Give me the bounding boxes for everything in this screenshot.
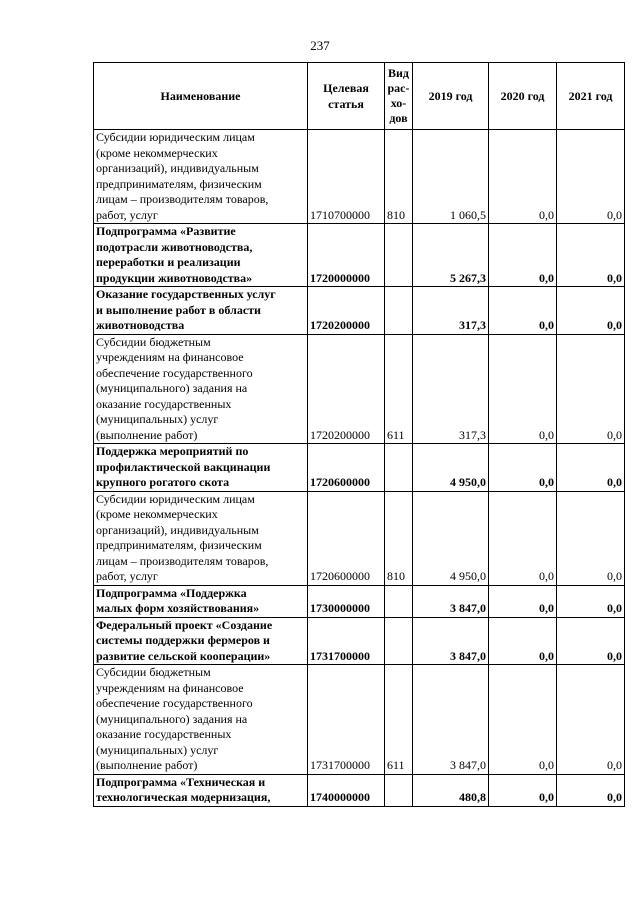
row-name-line: малых форм хозяйствования» <box>96 601 260 615</box>
value-2019-cell: 480,8 <box>413 774 489 806</box>
value-2020-cell: 0,0 <box>489 287 557 335</box>
row-name-line: Субсидии юридическим лицам <box>96 130 255 144</box>
value-2021-cell: 0,0 <box>557 334 625 444</box>
row-name-line: животноводства <box>96 318 185 332</box>
row-name-line: организаций), индивидуальным <box>96 522 259 537</box>
table-header-row <box>94 63 625 130</box>
target-article-cell: 1720200000 <box>308 334 385 444</box>
row-name-line: Подпрограмма «Развитие <box>96 224 236 238</box>
value-2021-cell: 0,0 <box>557 224 625 287</box>
value-2020-cell: 0,0 <box>489 224 557 287</box>
row-name-line: (муниципальных) услуг <box>96 412 219 426</box>
value-2019-cell: 5 267,3 <box>413 224 489 287</box>
row-name-line: обеспечение государственного <box>96 696 253 710</box>
expense-type-cell <box>385 224 413 287</box>
row-name-line: (выполнение работ) <box>96 427 198 442</box>
row-name-line: оказание государственных <box>96 727 232 741</box>
expense-type-cell <box>385 585 413 617</box>
row-name-line: (кроме некоммерческих <box>96 145 218 160</box>
col-header-target-article <box>308 63 385 130</box>
value-2021-cell: 0,0 <box>557 491 625 585</box>
row-name-line: предпринимателям, физическим <box>96 538 262 552</box>
expense-type-cell <box>385 774 413 806</box>
row-name-line: учреждениям на финансовое <box>96 680 244 695</box>
value-2019-cell: 317,3 <box>413 334 489 444</box>
row-name-line: (муниципального) задания на <box>96 381 248 395</box>
expense-type-cell: 611 <box>385 665 413 775</box>
table-row <box>94 287 625 335</box>
row-name-line: (выполнение работ) <box>96 758 198 772</box>
value-2019-cell: 317,3 <box>413 287 489 335</box>
row-name-cell <box>94 130 308 224</box>
target-article-cell: 1720600000 <box>308 444 385 492</box>
row-name-cell <box>94 224 308 287</box>
row-name-cell <box>94 617 308 665</box>
row-name-cell <box>94 665 308 775</box>
value-2021-cell: 0,0 <box>557 774 625 806</box>
row-name-line: лицам – производителям товаров, <box>96 192 269 206</box>
row-name-line: Субсидии бюджетным <box>96 665 211 679</box>
row-name-cell <box>94 585 308 617</box>
value-2021-cell: 0,0 <box>557 130 625 224</box>
page-number: 237 <box>310 38 330 53</box>
table-row <box>94 491 625 585</box>
value-2020-cell: 0,0 <box>489 491 557 585</box>
target-article-cell: 1731700000 <box>308 617 385 665</box>
col-header-name: Наименование <box>94 63 308 130</box>
row-name-line: обеспечение государственного <box>96 365 253 380</box>
col-header-target-line2: статья <box>328 97 364 111</box>
row-name-line: развитие сельской кооперации» <box>96 648 271 663</box>
row-name-line: крупного рогатого скота <box>96 475 230 489</box>
row-name-line: технологическая модернизация, <box>96 790 271 804</box>
budget-table <box>93 62 625 807</box>
table-row <box>94 334 625 444</box>
row-name-line: Оказание государственных услуг <box>96 287 276 301</box>
table-row <box>94 617 625 665</box>
expense-type-cell: 611 <box>385 334 413 444</box>
table-row <box>94 224 625 287</box>
value-2021-cell: 0,0 <box>557 585 625 617</box>
expense-type-cell <box>385 617 413 665</box>
row-name-line: (кроме некоммерческих <box>96 507 218 521</box>
row-name-cell <box>94 774 308 806</box>
row-name-line: (муниципального) задания на <box>96 711 248 726</box>
value-2021-cell: 0,0 <box>557 287 625 335</box>
row-name-line: организаций), индивидуальным <box>96 161 259 175</box>
row-name-cell <box>94 444 308 492</box>
table-row <box>94 444 625 492</box>
table-row <box>94 665 625 775</box>
row-name-line: подотрасли животноводства, <box>96 239 253 254</box>
col-header-exp-line2: рас- <box>387 81 410 95</box>
expense-type-cell <box>385 444 413 492</box>
target-article-cell: 1710700000 <box>308 130 385 224</box>
value-2019-cell: 3 847,0 <box>413 617 489 665</box>
target-article-cell: 1720600000 <box>308 491 385 585</box>
table-row <box>94 130 625 224</box>
row-name-line: Поддержка мероприятий по <box>96 444 249 458</box>
row-name-line: системы поддержки фермеров и <box>96 633 270 647</box>
value-2019-cell: 1 060,5 <box>413 130 489 224</box>
row-name-line: учреждениям на финансовое <box>96 350 244 364</box>
row-name-line: и выполнение работ в области <box>96 302 261 317</box>
row-name-line: (муниципальных) услуг <box>96 742 219 757</box>
col-header-target-line1: Целевая <box>323 81 369 95</box>
row-name-line: Федеральный проект «Создание <box>96 617 273 632</box>
row-name-cell <box>94 491 308 585</box>
value-2020-cell: 0,0 <box>489 334 557 444</box>
row-name-line: Подпрограмма «Поддержка <box>96 585 247 600</box>
target-article-cell: 1730000000 <box>308 585 385 617</box>
col-header-exp-line3: хо- <box>390 96 407 110</box>
table-row <box>94 585 625 617</box>
value-2020-cell: 0,0 <box>489 617 557 665</box>
value-2021-cell: 0,0 <box>557 444 625 492</box>
row-name-line: лицам – производителям товаров, <box>96 553 269 568</box>
target-article-cell: 1720200000 <box>308 287 385 335</box>
value-2019-cell: 3 847,0 <box>413 585 489 617</box>
table-body <box>94 130 625 807</box>
expense-type-cell <box>385 287 413 335</box>
expense-type-cell: 810 <box>385 130 413 224</box>
col-header-2019: 2019 год <box>413 63 489 130</box>
value-2020-cell: 0,0 <box>489 130 557 224</box>
col-header-2021: 2021 год <box>557 63 625 130</box>
value-2019-cell: 4 950,0 <box>413 491 489 585</box>
row-name-line: Субсидии бюджетным <box>96 334 211 349</box>
col-header-exp-line4: дов <box>389 111 408 125</box>
row-name-line: работ, услуг <box>96 569 158 583</box>
row-name-line: профилактической вакцинации <box>96 459 271 474</box>
value-2021-cell: 0,0 <box>557 665 625 775</box>
target-article-cell: 1720000000 <box>308 224 385 287</box>
col-header-expense-type <box>385 63 413 130</box>
row-name-line: предпринимателям, физическим <box>96 176 262 191</box>
col-header-2020: 2020 год <box>489 63 557 130</box>
value-2020-cell: 0,0 <box>489 585 557 617</box>
table-row <box>94 774 625 806</box>
target-article-cell: 1740000000 <box>308 774 385 806</box>
expense-type-cell: 810 <box>385 491 413 585</box>
value-2021-cell: 0,0 <box>557 617 625 665</box>
target-article-cell: 1731700000 <box>308 665 385 775</box>
row-name-cell <box>94 287 308 335</box>
col-header-exp-line1: Вид <box>388 66 409 80</box>
row-name-line: оказание государственных <box>96 396 232 411</box>
row-name-line: Субсидии юридическим лицам <box>96 491 255 506</box>
row-name-line: переработки и реализации <box>96 255 241 269</box>
value-2019-cell: 4 950,0 <box>413 444 489 492</box>
row-name-line: работ, услуг <box>96 207 158 222</box>
value-2020-cell: 0,0 <box>489 444 557 492</box>
row-name-cell <box>94 334 308 444</box>
row-name-line: Подпрограмма «Техническая и <box>96 774 266 789</box>
value-2020-cell: 0,0 <box>489 665 557 775</box>
value-2020-cell: 0,0 <box>489 774 557 806</box>
row-name-line: продукции животноводства» <box>96 270 253 285</box>
value-2019-cell: 3 847,0 <box>413 665 489 775</box>
